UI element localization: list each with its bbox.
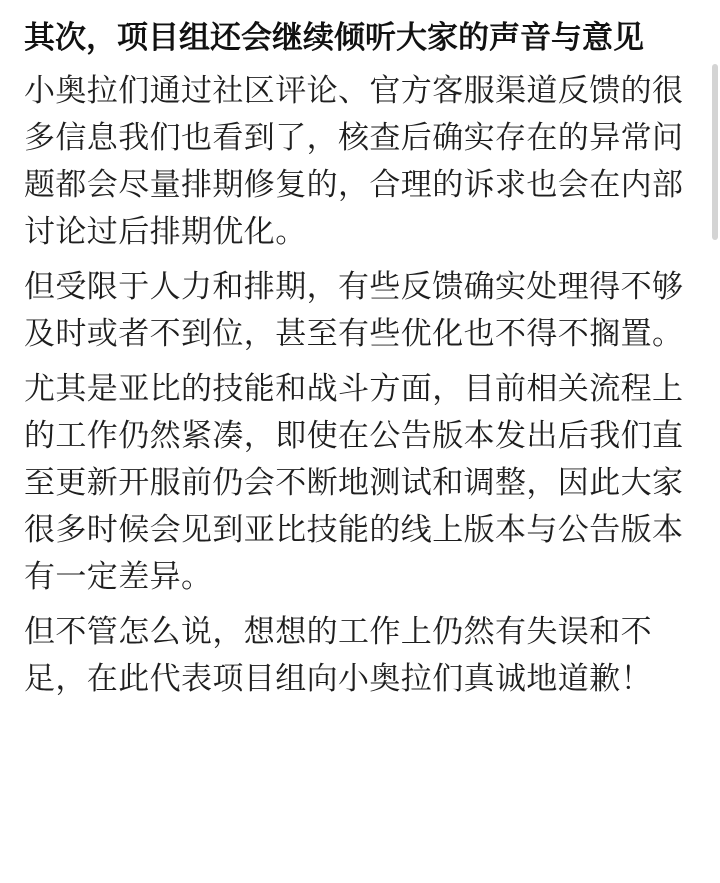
paragraph-skills-combat: 尤其是亚比的技能和战斗方面，目前相关流程上的工作仍然紧凑，即使在公告版本发出后我们直至更新开服前仍会不断地测试和调整，因此大家很多时候会见到亚比技能的线上版本与公告版本有一定差异。 (24, 371, 684, 595)
section-heading: 其次，项目组还会继续倾听大家的声音与意见 (24, 20, 644, 56)
scrollbar-thumb[interactable] (712, 64, 718, 240)
article (24, 14, 700, 703)
paragraph-limitations: 但受限于人力和排期，有些反馈确实处理得不够及时或者不到位，甚至有些优化也不得不搁置。 (24, 269, 684, 352)
paragraph-apology: 但不管怎么说，想想的工作上仍然有失误和不足，在此代表项目组向小奥拉们真诚地道歉！ (24, 614, 652, 697)
paragraph-feedback: 小奥拉们通过社区评论、官方客服渠道反馈的很多信息我们也看到了，核查后确实存在的异常问题都会尽量排期修复的，合理的诉求也会在内部讨论过后排期优化。 (24, 73, 684, 250)
